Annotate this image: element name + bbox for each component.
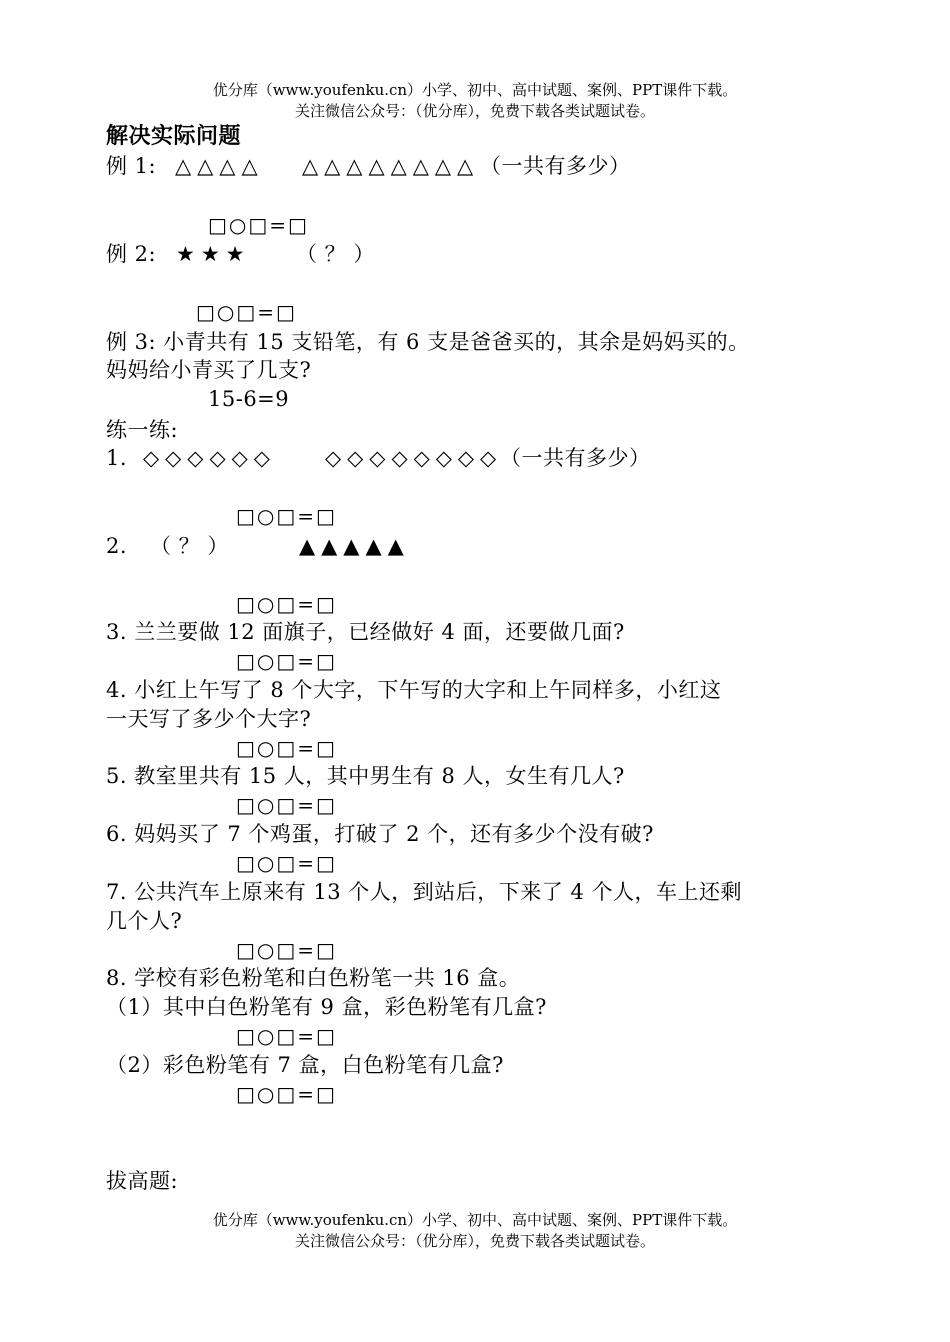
- example-3-line-2: 妈妈给小青买了几支?: [106, 358, 312, 382]
- example-2-question: （ ？ ）: [296, 242, 375, 266]
- practice-4-equation: □○□=□: [236, 736, 337, 760]
- example-1-triangles-b: △△△△△△△△: [302, 154, 480, 178]
- example-1-label: 例 1:: [106, 154, 157, 178]
- practice-4-line-2: 一天写了多少个大字?: [106, 707, 312, 731]
- practice-2-number: 2.: [106, 534, 128, 558]
- example-2-stars: ★★★: [176, 242, 251, 266]
- practice-3-equation: □○□=□: [236, 649, 337, 673]
- practice-1-diamonds-a: ◇◇◇◇◇◇: [143, 446, 276, 470]
- example-1-equation: □○□=□: [208, 213, 309, 237]
- practice-label: 练一练:: [106, 418, 179, 442]
- practice-8-part-1-equation: □○□=□: [236, 1024, 337, 1048]
- page-title: 解决实际问题: [106, 123, 242, 149]
- example-1-triangles-a: △△△△: [175, 154, 264, 178]
- practice-2-equation: □○□=□: [236, 592, 337, 616]
- practice-1-question: （一共有多少）: [500, 446, 651, 470]
- advanced-label: 拔高题:: [106, 1169, 179, 1193]
- practice-6-equation: □○□=□: [236, 851, 337, 875]
- practice-3-text: 3. 兰兰要做 12 面旗子，已经做好 4 面，还要做几面?: [106, 620, 625, 644]
- footer-line-2: 关注微信公众号：（优分库），免费下载各类试题试卷。: [294, 1232, 655, 1250]
- practice-7-line-2: 几个人?: [106, 909, 183, 933]
- practice-7-equation: □○□=□: [236, 938, 337, 962]
- practice-7-line-1: 7. 公共汽车上原来有 13 个人，到站后，下来了 4 个人，车上还剩: [106, 880, 742, 904]
- example-1-question: （一共有多少）: [480, 154, 631, 178]
- practice-8-text: 8. 学校有彩色粉笔和白色粉笔一共 16 盒。: [106, 966, 521, 990]
- header-line-2: 关注微信公众号：（优分库），免费下载各类试题试卷。: [294, 102, 655, 120]
- practice-2-question: （ ？ ）: [150, 534, 229, 558]
- practice-2-triangles: ▲▲▲▲▲: [299, 534, 410, 558]
- practice-1-equation: □○□=□: [236, 504, 337, 528]
- example-3-equation: 15-6=9: [208, 387, 290, 411]
- practice-8-part-1: （1）其中白色粉笔有 9 盒，彩色粉笔有几盒?: [106, 995, 547, 1019]
- practice-1-diamonds-b: ◇◇◇◇◇◇◇◇: [325, 446, 503, 470]
- example-2-label: 例 2:: [106, 242, 157, 266]
- header-line-1: 优分库（www.youfenku.cn）小学、初中、高中试题、案例、PPT课件下载。: [212, 81, 738, 99]
- practice-8-part-2: （2）彩色粉笔有 7 盒，白色粉笔有几盒?: [106, 1053, 504, 1077]
- example-3-line-1: 例 3: 小青共有 15 支铅笔，有 6 支是爸爸买的，其余是妈妈买的。: [106, 330, 750, 354]
- practice-1-number: 1.: [106, 446, 128, 470]
- practice-6-text: 6. 妈妈买了 7 个鸡蛋，打破了 2 个，还有多少个没有破?: [106, 822, 654, 846]
- practice-5-text: 5. 教室里共有 15 人，其中男生有 8 人，女生有几人?: [106, 764, 625, 788]
- footer-line-1: 优分库（www.youfenku.cn）小学、初中、高中试题、案例、PPT课件下载。: [212, 1211, 738, 1229]
- practice-4-line-1: 4. 小红上午写了 8 个大字，下午写的大字和上午同样多，小红这: [106, 678, 722, 702]
- practice-8-part-2-equation: □○□=□: [236, 1082, 337, 1106]
- practice-5-equation: □○□=□: [236, 793, 337, 817]
- example-2-equation: □○□=□: [196, 300, 297, 324]
